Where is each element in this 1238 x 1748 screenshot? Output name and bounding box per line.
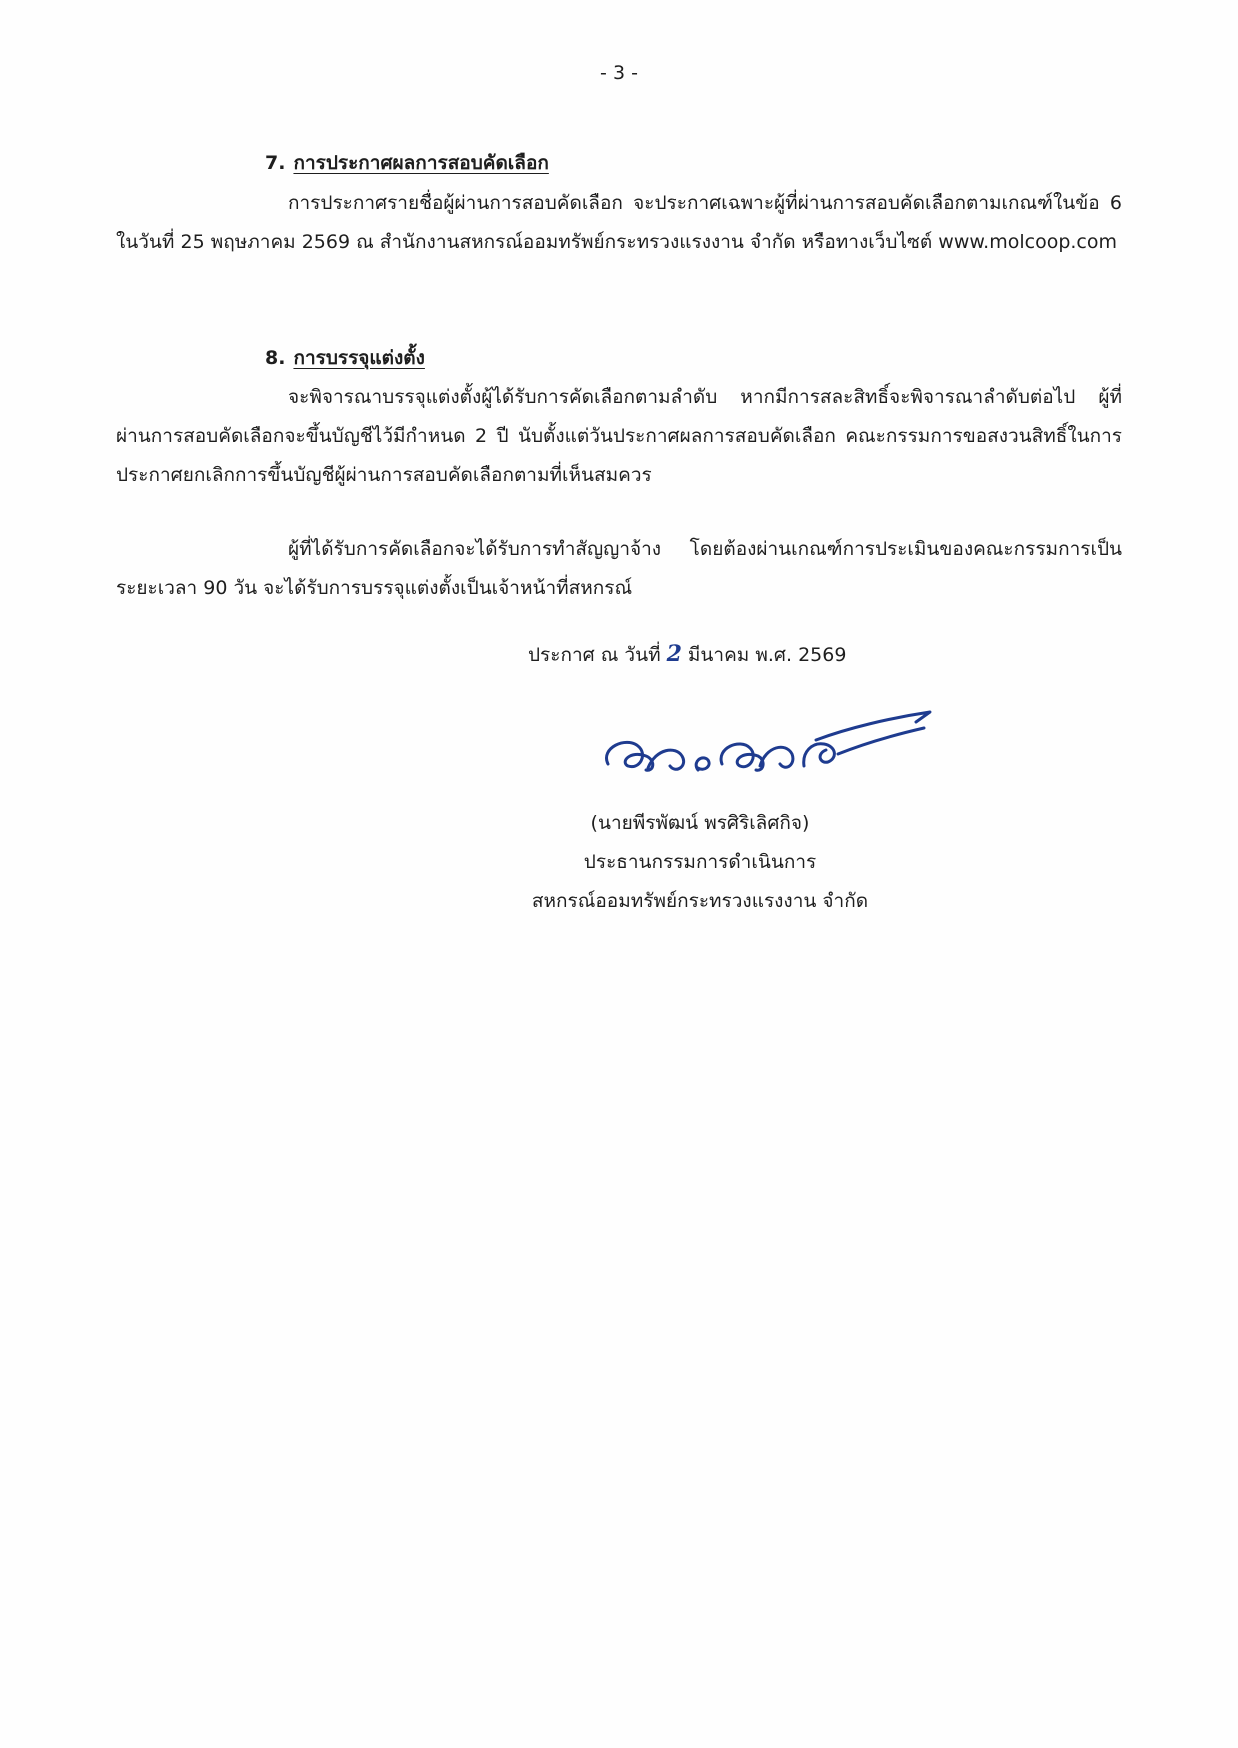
section-title: การประกาศผลการสอบคัดเลือก [293,152,549,174]
section-heading-8 [265,343,425,373]
section-title: การบรรจุแต่งตั้ง [293,347,425,369]
signatory-position: ประธานกรรมการดำเนินการ [583,851,817,873]
date-prefix: ประกาศ ณ วันที่ [528,644,661,666]
signatory-organization: สหกรณ์ออมทรัพย์กระทรวงแรงงาน จำกัด [531,890,869,912]
section-8-paragraph-2: ผู้ที่ได้รับการคัดเลือกจะได้รับการทำสัญญาจ้าง โดยต้องผ่านเกณฑ์การประเมินของคณะกรรมการเป็นระยะเวลา 90 วัน จะได้รับการบรรจุแต่งตั้งเป็นเจ้าหน้าที่สหกรณ์ [116,538,1122,599]
section-7-paragraph: การประกาศรายชื่อผู้ผ่านการสอบคัดเลือก จะประกาศเฉพาะผู้ที่ผ่านการสอบคัดเลือกตามเกณฑ์ในข้อ 6 ในวันที่ 25 พฤษภาคม 2569 ณ สำนักงานสหกรณ์ออมทรัพย์กระทรวงแรงงาน จำกัด หรือทางเว็บไซต์ www.molcoop.com [116,192,1122,253]
section-number: 8. [265,347,286,369]
date-day-handwritten: 2 [666,641,682,667]
section-8-paragraph-1: จะพิจารณาบรรจุแต่งตั้งผู้ได้รับการคัดเลือกตามลำดับ หากมีการสละสิทธิ์จะพิจารณาลำดับต่อไป ผู้ที่ผ่านการสอบคัดเลือกจะขึ้นบัญชีไว้มีกำหนด 2 ปี นับตั้งแต่วันประกาศผลการสอบคัดเลือก คณะกรรมการขอสงวนสิทธิ์ในการประกาศยกเลิกการขึ้นบัญชีผู้ผ่านการสอบคัดเลือกตามที่เห็นสมควร [116,386,1122,486]
signature-block [480,804,920,921]
section-heading-7 [265,148,549,178]
page-number: - 3 - [600,62,638,84]
handwritten-signature [598,698,938,788]
announcement-date [528,640,846,670]
date-suffix: มีนาคม พ.ศ. 2569 [687,644,847,666]
section-number: 7. [265,152,286,174]
signatory-name: (นายพีรพัฒน์ พรศิริเลิศกิจ) [590,812,810,834]
